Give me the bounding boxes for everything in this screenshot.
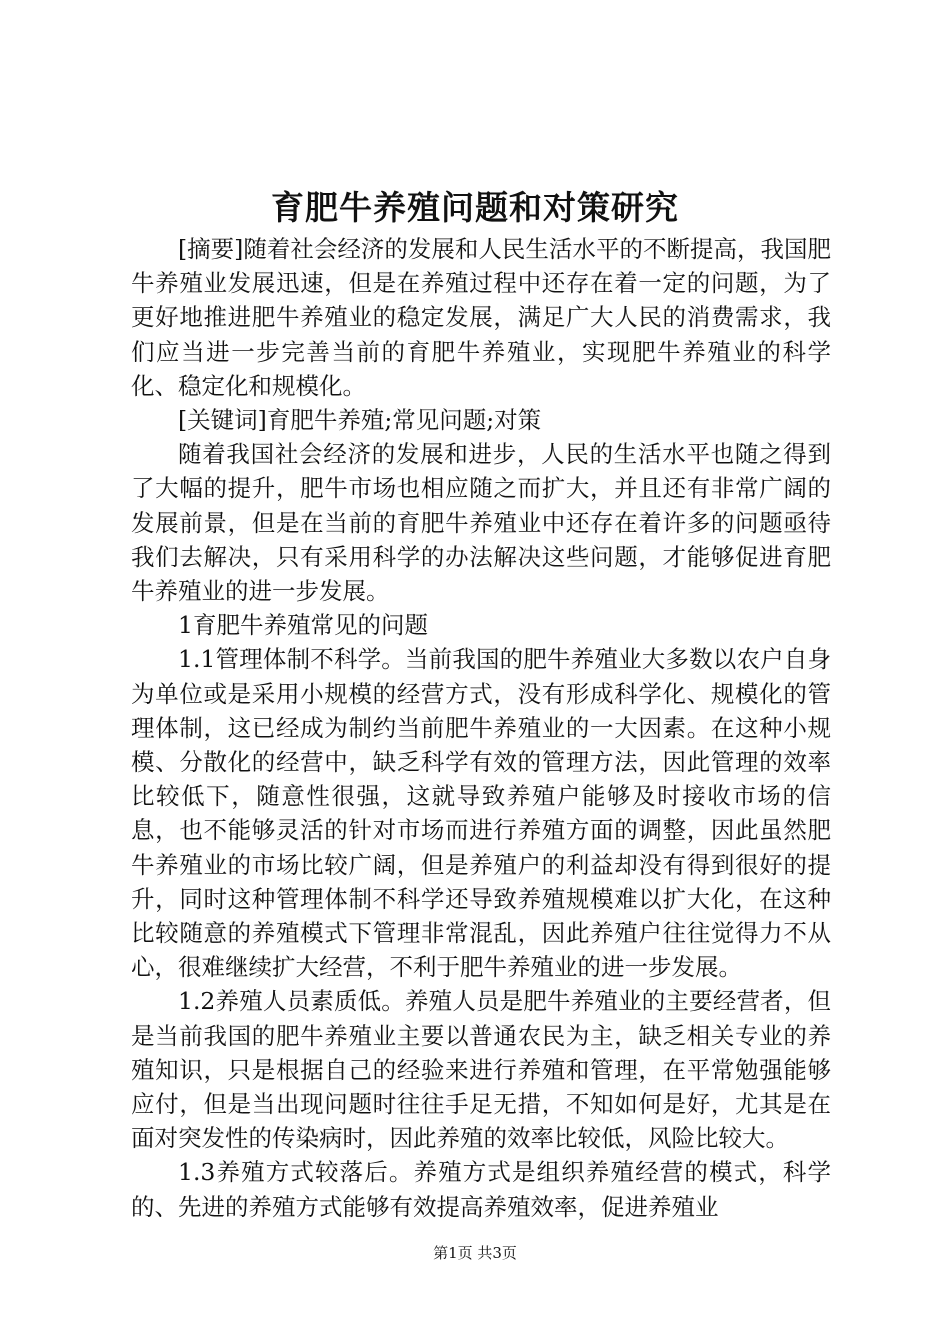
document-title: 育肥牛养殖问题和对策研究	[271, 188, 679, 227]
intro-paragraph: 随着我国社会经济的发展和进步，人民的生活水平也随之得到了大幅的提升，肥牛市场也相应随之而扩大，并且还有非常广阔的发展前景，但是在当前的育肥牛养殖业中还存在着许多的问题亟待我们去解决，只有采用科学的办法解决这些问题，才能够促进育肥牛养殖业的进一步发展。	[131, 440, 831, 606]
document-body	[131, 232, 831, 1224]
abstract-paragraph: [摘要]随着社会经济的发展和人民生活水平的不断提高，我国肥牛养殖业发展迅速，但是在养殖过程中还存在着一定的问题，为了更好地推进肥牛养殖业的稳定发展，满足广大人民的消费需求，我们应当进一步完善当前的育肥牛养殖业，实现肥牛养殖业的科学化、稳定化和规模化。	[131, 235, 831, 400]
page-footer: 第1页 共3页	[433, 1244, 517, 1262]
subsection-1-2-paragraph: 1.2养殖人员素质低。养殖人员是肥牛养殖业的主要经营者，但是当前我国的肥牛养殖业主要以普通农民为主，缺乏相关专业的养殖知识，只是根据自己的经验来进行养殖和管理，在平常勉强能够应付，但是当出现问题时往往手足无措，不知如何是好，尤其是在面对突发性的传染病时，因此养殖的效率比较低，风险比较大。	[131, 987, 831, 1153]
keywords-paragraph: [关键词]育肥牛养殖;常见问题;对策	[178, 406, 542, 435]
subsection-1-1-paragraph: 1.1管理体制不科学。当前我国的肥牛养殖业大多数以农户自身为单位或是采用小规模的经营方式，没有形成科学化、规模化的管理体制，这已经成为制约当前肥牛养殖业的一大因素。在这种小规模、分散化的经营中，缺乏科学有效的管理方法，因此管理的效率比较低下，随意性很强，这就导致养殖户能够及时接收市场的信息，也不能够灵活的针对市场而进行养殖方面的调整，因此虽然肥牛养殖业的市场比较广阔，但是养殖户的利益却没有得到很好的提升，同时这种管理体制不科学还导致养殖规模难以扩大化，在这种比较随意的养殖模式下管理非常混乱，因此养殖户往往觉得力不从心，很难继续扩大经营，不利于肥牛养殖业的进一步发展。	[131, 645, 831, 982]
subsection-1-3-paragraph: 1.3养殖方式较落后。养殖方式是组织养殖经营的模式，科学的、先进的养殖方式能够有效提高养殖效率，促进养殖业	[131, 1158, 831, 1221]
section-heading-1: 1育肥牛养殖常见的问题	[178, 611, 428, 640]
